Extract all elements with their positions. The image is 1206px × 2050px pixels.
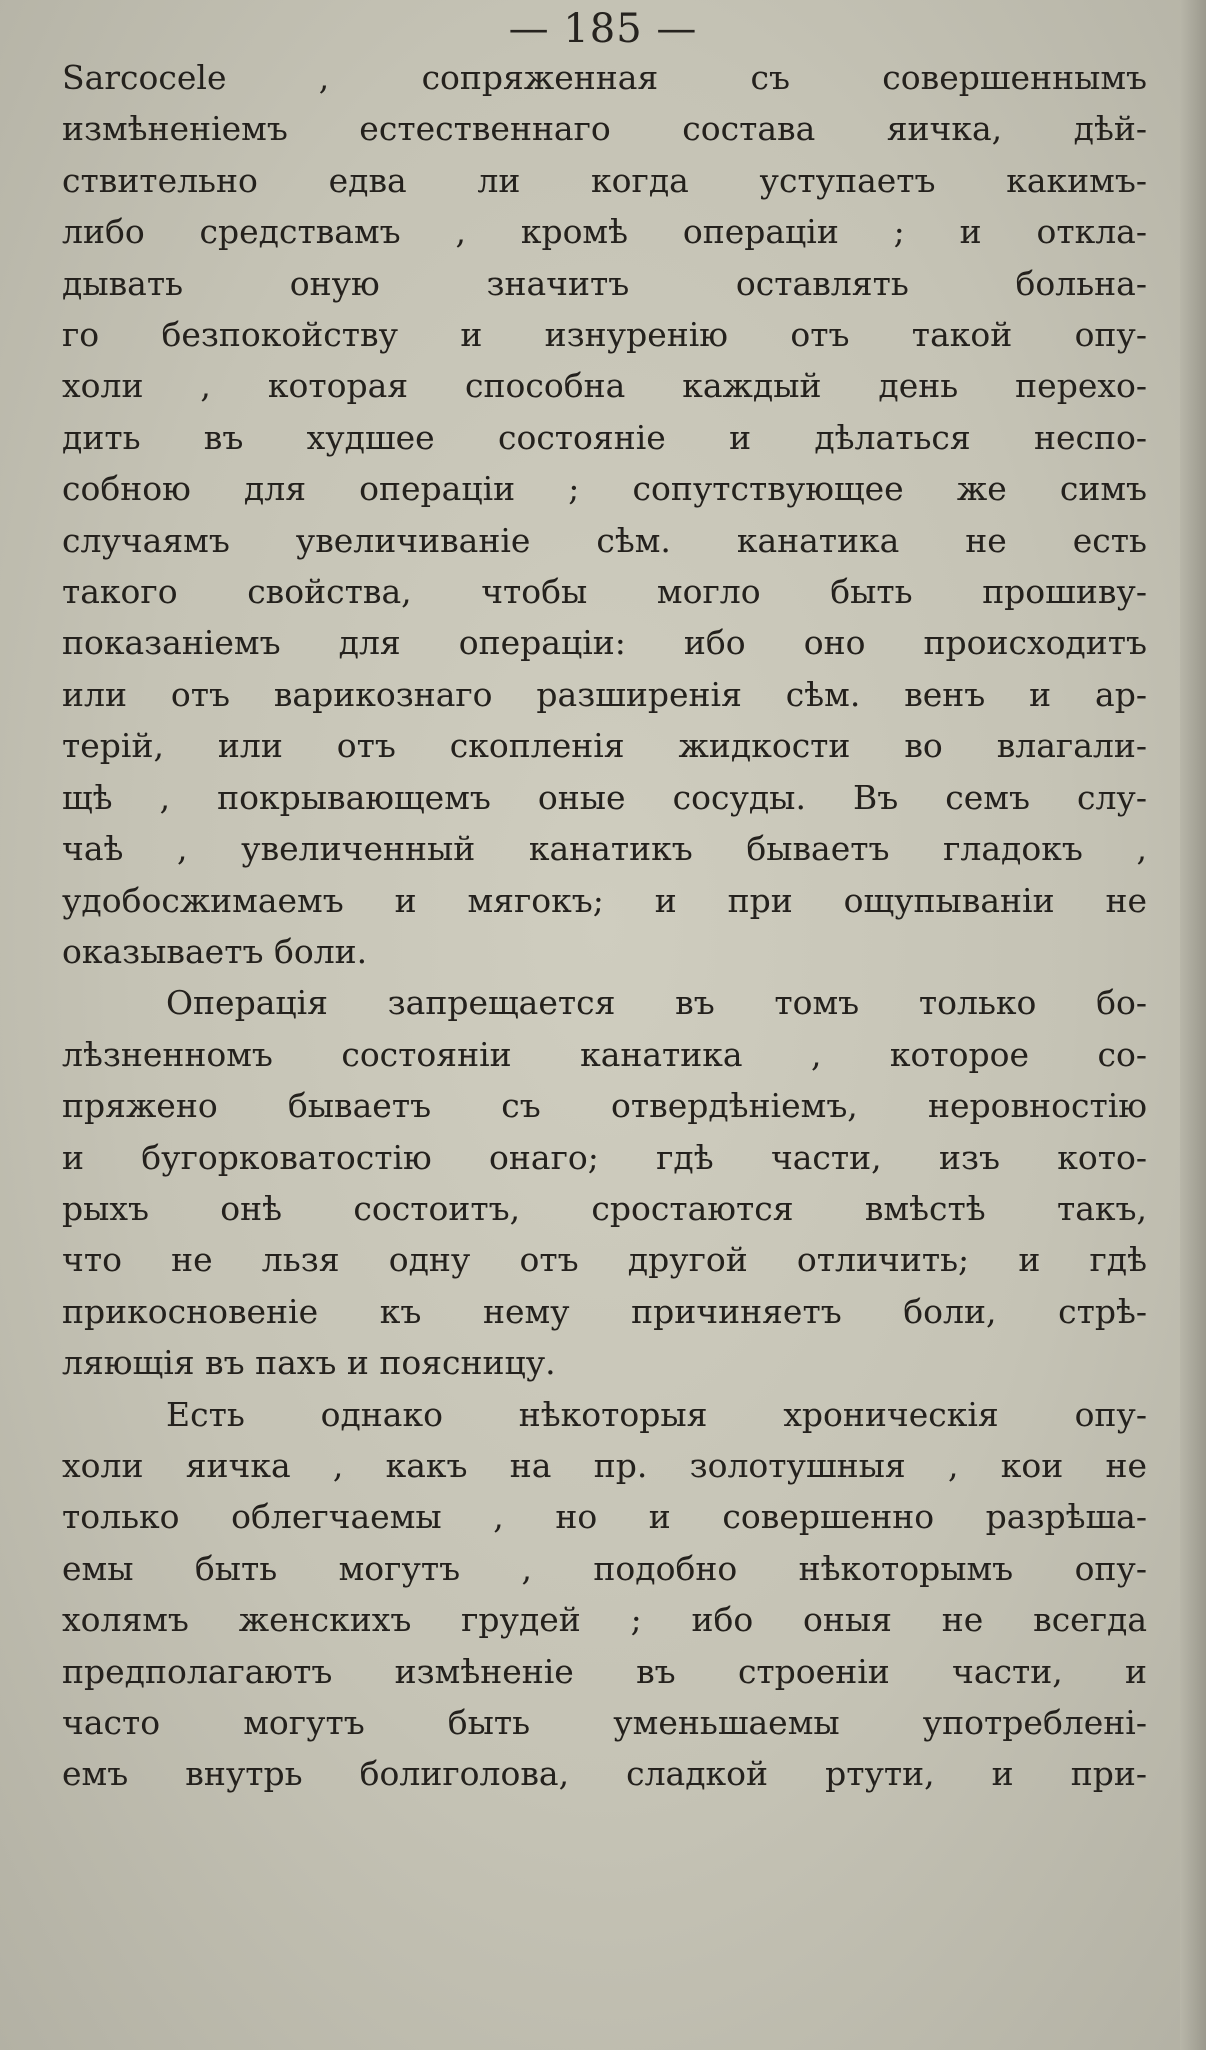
text-line: холи яичка , какъ на пр. золотушныя , кои не (62, 1445, 1147, 1485)
paragraph-3 (62, 1389, 1147, 1800)
text-line: либо средствамъ , кромѣ операціи ; и откла- (62, 212, 1147, 252)
text-line: емы быть могутъ , подобно нѣкоторымъ опу- (62, 1548, 1147, 1588)
text-line: ствительно едва ли когда уступаетъ какимъ- (62, 160, 1147, 200)
text-line: показаніемъ для операціи: ибо оно происходитъ (62, 623, 1147, 663)
text-line: ляющія въ пахъ и поясницу. (62, 1343, 556, 1383)
text-line: емъ внутрь болиголова, сладкой ртути, и при- (62, 1754, 1147, 1794)
text-line: дить въ худшее состояніе и дѣлаться неспо- (62, 417, 1147, 457)
text-line: оказываетъ боли. (62, 931, 368, 971)
text-line: случаямъ увеличиваніе сѣм. канатика не есть (62, 520, 1147, 560)
text-line: щѣ , покрывающемъ оные сосуды. Въ семъ слу- (62, 777, 1147, 817)
text-line: часто могутъ быть уменьшаемы употребленi- (62, 1703, 1147, 1742)
text-line: лѣзненномъ состояніи канатика , которое со- (62, 1034, 1147, 1074)
text-line: что не льзя одну отъ другой отличить; и гдѣ (62, 1240, 1147, 1280)
text-line: пряжено бываетъ съ отвердѣніемъ, неровностію (62, 1086, 1147, 1126)
text-line: только облегчаемы , но и совершенно разрѣша- (62, 1497, 1147, 1537)
text-line: холи , которая способна каждый день перехо- (62, 366, 1147, 406)
text-line: прикосновеніе къ нему причиняетъ боли, стрѣ- (62, 1291, 1147, 1331)
text-line: Sarcocele , сопряженная съ совершеннымъ (62, 58, 1147, 97)
text-line: и бугорковатостію онаго; гдѣ части, изъ кото- (62, 1137, 1147, 1177)
text-line: Операція запрещается въ томъ только бо- (166, 983, 1147, 1023)
text-line: холямъ женскихъ грудей ; ибо оныя не всегда (62, 1600, 1147, 1640)
text-line: терій, или отъ скопленія жидкости во влагали- (62, 726, 1147, 766)
text-line: или отъ варикознаго разширенія сѣм. венъ и ар- (62, 674, 1147, 714)
text-line: удобосжимаемъ и мягокъ; и при ощупываніи не (62, 880, 1147, 920)
text-line: такого свойства, чтобы могло быть прошиву- (62, 572, 1147, 612)
paragraph-2 (62, 977, 1147, 1388)
text-line: предполагаютъ измѣненіе въ строеніи части, и (62, 1651, 1147, 1691)
page-number: — 185 — (508, 6, 698, 52)
text-line: измѣненіемъ естественнаго состава яичка, дѣй- (62, 109, 1147, 149)
paragraph-1 (62, 52, 1147, 977)
text-line: го безпокойству и изнуренію отъ такой опу- (62, 315, 1147, 355)
page-gutter-shadow (1180, 0, 1206, 2050)
text-line: чаѣ , увеличенный канатикъ бываетъ гладокъ , (62, 829, 1147, 869)
text-line: собною для операціи ; сопутствующее же симъ (62, 469, 1147, 509)
text-line: дывать оную значитъ оставлять больна- (62, 263, 1147, 303)
body-text (62, 52, 1147, 1800)
text-line: рыхъ онѣ состоитъ, сростаются вмѣстѣ такъ, (62, 1188, 1147, 1228)
text-line: Есть однако нѣкоторыя хроническія опу- (166, 1394, 1147, 1434)
